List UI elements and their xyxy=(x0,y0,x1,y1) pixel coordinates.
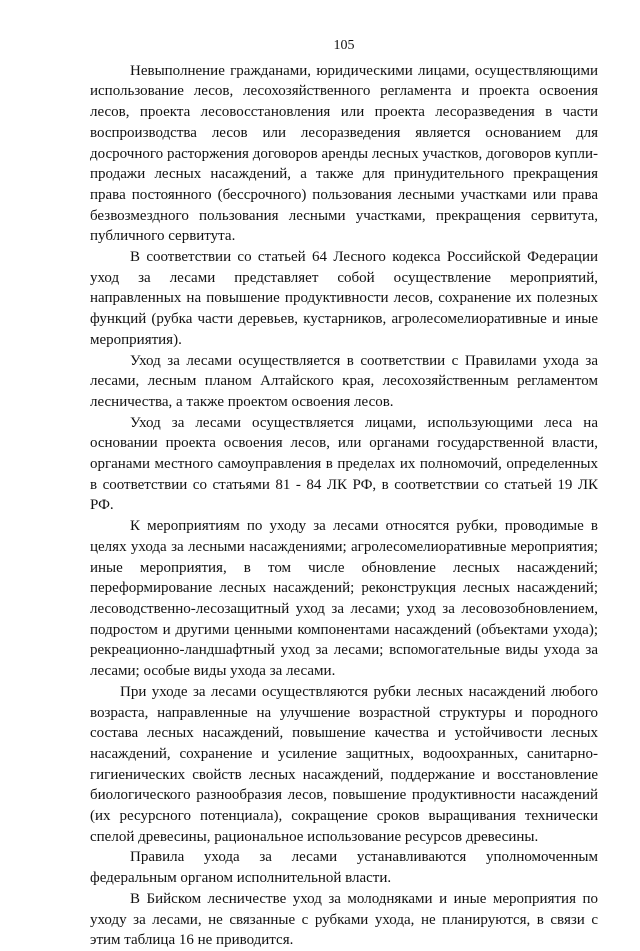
paragraph-rules-authority: Правила ухода за лесами устанавливаются уполномоченным федеральным органом исполнительной власти. xyxy=(90,849,598,887)
document-page xyxy=(90,36,598,951)
paragraph-article-64: В соответствии со статьей 64 Лесного кодекса Российской Федерации уход за лесами представляет собой осуществление мероприятий, направленных на повышение продуктивности лесов, сохранение их полезных функций (рубка части деревьев, кустарников, агролесомелиоративные и иные мероприятия). xyxy=(90,249,598,348)
paragraph-felling: При уходе за лесами осуществляются рубки лесных насаждений любого возраста, направленные на улучшение возрастной структуры и породного состава лесных насаждений, повышение качества и устойчивости лесных насаждений, сохранение и усиление защитных, водоохранных, санитарно-гигиенических свойств лесных насаждений, поддержание и восстановление биологического разнообразия лесов, повышение продуктивности насаждений (их ресурсного потенциала), сокращение сроков выращивания технически спелой древесины, рациональное использование ресурсов древесины. xyxy=(90,683,598,845)
paragraph-violations: Невыполнение гражданами, юридическими лицами, осуществляющими использование лесов, лесохозяйственного регламента и проекта освоения лесов, проекта лесовосстановления или проекта лесоразведения в части воспроизводства лесов или лесоразведения является основанием для досрочного расторжения договоров аренды лесных участков, договоров купли-продажи лесных насаждений, а также для принудительного прекращения права постоянного (бессрочного) пользования лесными участками или права безвозмездного пользования лесными участками, прекращения сервитута, публичного сервитута. xyxy=(90,62,598,245)
page-number: 105 xyxy=(333,38,355,53)
paragraph-care-measures: К мероприятиям по уходу за лесами относятся рубки, проводимые в целях ухода за лесными насаждениями; агролесомелиоративные мероприятия; иные мероприятия, в том числе обновление лесных насаждений; переформирование лесных насаждений; реконструкция лесных насаждений; лесоводственно-лесозащитный уход за лесами; уход за лесовозобновлением, подростом и другими ценными компонентами насаждений (объектами ухода); рекреационно-ландшафтный уход за лесами; вспомогательные виды ухода за лесами; особые виды ухода за лесами. xyxy=(90,518,598,680)
paragraph-care-rules: Уход за лесами осуществляется в соответствии с Правилами ухода за лесами, лесным планом Алтайского края, лесохозяйственным регламентом лесничества, а также проектом освоения лесов. xyxy=(90,352,598,410)
paragraph-care-performers: Уход за лесами осуществляется лицами, использующими леса на основании проекта освоения лесов, или органами государственной власти, органами местного самоуправления в пределах их полномочий, определенных в соответствии со статьями 81 - 84 ЛК РФ, в соответствии со статьей 19 ЛК РФ. xyxy=(90,414,598,514)
paragraph-biysk-forestry: В Бийском лесничестве уход за молодняками и иные мероприятия по уходу за лесами, не связанные с рубками ухода, не планируются, в связи с этим таблица 16 не приводится. xyxy=(90,890,598,949)
